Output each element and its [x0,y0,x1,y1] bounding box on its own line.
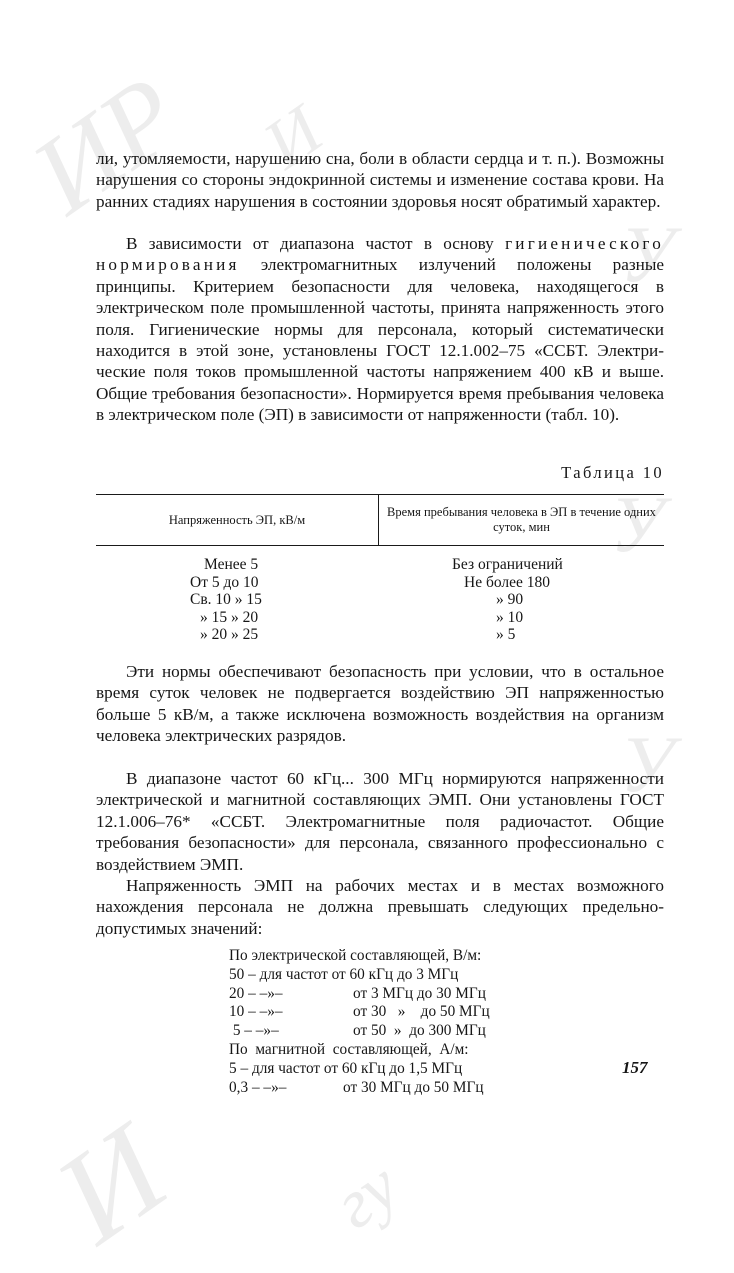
limit-text: 5 – –»– [229,1022,279,1040]
limit-line [229,985,539,1004]
limit-line [229,1079,539,1098]
table-cell [378,626,664,644]
limit-line [229,966,539,985]
table-10 [96,494,664,644]
watermark-letter: У [620,721,674,809]
cell-text: » 15 » 20 [200,608,259,626]
table-cell [378,591,664,609]
paragraph-text: Напряженность ЭМП на рабочих местах и в местах возможного нахождения персонала не должна превышать следующих предельно-допустимых значений: [96,876,664,938]
cell-text: » 90 [496,591,524,609]
paragraph-1 [96,148,664,212]
limit-text: 5 – для частот от 60 кГц до 1,5 МГц [229,1059,463,1077]
limit-text: 20 – –»– [229,984,283,1002]
watermark-letter: И [250,91,337,184]
paragraph-3 [96,661,664,747]
limit-line [229,1060,539,1079]
limit-text: 50 – для частот от 60 кГц до 3 МГц [229,965,459,983]
cell-text: » 5 [496,626,516,644]
cell-text: От 5 до 10 [190,573,259,591]
paragraph-text [96,233,664,426]
column-header-field-strength: Напряженность ЭП, кВ/м [96,495,379,545]
limit-line [229,1041,539,1060]
watermark-letter: И [31,1098,192,1271]
limit-text: 0,3 – –»– [229,1078,287,1096]
cell-text: Не более 180 [464,573,550,591]
table-cell [96,626,378,644]
paragraph-2 [96,233,664,426]
limit-line [229,1003,539,1022]
watermark-letter: У [610,481,664,569]
table-cell [378,609,664,627]
limit-line [229,947,539,966]
table-body [96,546,664,644]
cell-text: Св. 10 » 15 [190,591,262,609]
cell-text: » 20 » 25 [200,626,259,644]
watermark-letter: У [620,211,674,299]
table-cell [96,609,378,627]
limit-line [229,1022,539,1041]
cell-text: Без ограничений [452,556,563,573]
table-header [96,495,664,546]
paragraph-5 [96,875,664,939]
paragraph-4 [96,768,664,875]
cell-text: Менее 5 [204,556,259,573]
table-caption: Таблица 10 [561,463,664,482]
watermark-letter: гу [320,1147,413,1244]
emphasized-term: гигиенического нормирования [96,234,664,275]
column-header-exposure-time: Время пребывания человека в ЭП в течение одних суток, мин [387,505,656,534]
limit-values-list [229,947,539,1097]
cell-text: » 10 [496,608,524,626]
paragraph-text: Эти нормы обеспечивают безопасность при условии, что в остальное время суток человек не подвергается воздействию ЭП напряженностью больше 5 кВ/м, а также исключена возможность воздействия на организм человека электрических разрядов. [96,662,664,746]
limit-range: от 30 МГц до 50 МГц [343,1078,484,1096]
limit-text: По магнитной составляющей, А/м: [229,1040,469,1058]
table-cell [96,591,378,609]
exposure-time-column [378,556,664,644]
table-cell [378,556,664,574]
table-cell [96,574,378,592]
table-cell [96,556,378,574]
table-cell [378,574,664,592]
paragraph-text-lead: В зависимости от диапазона частот в основу [126,234,506,253]
paragraph-text: ли, утомляемости, нарушению сна, боли в области сердца и т. п.). Возможны нарушения со стороны эндокринной системы и изменение состава крови. На ранних стадиях нарушения в состоянии здоровья носят обратимый характер. [96,149,664,211]
paragraph-text: В диапазоне частот 60 кГц... 300 МГц нормируются напряженности электрической и магнитной составляющих ЭМП. Они установлены ГОСТ 12.1.006–76* «ССБТ. Электромагнитные поля радиочастот. Общие требования безопасности» для персонала, связанного профессионально с воздействием ЭМП. [96,769,664,874]
limit-range: от 50 » до 300 МГц [353,1022,486,1040]
field-strength-column [96,556,378,644]
limit-text: По электрической составляющей, В/м: [229,947,482,964]
page-number: 157 [622,1058,648,1077]
paragraph-text-rest: электромагнитных излучений положены разные принципы. Критерием безопасности для человека, находящегося в электрическом поле промышленной частоты, принята напряженность этого поля. Гигиенические нормы для персонала, который систематически находится в этой зоне, установлены ГОСТ 12.1.002–75 «ССБТ. Электрические поля токов промышленной частоты напряжением 400 кВ и выше. Общие требования безопасности». Нормируется время пребывания человека в электрическом поле (ЭП) в зависимости от напряженности (табл. 10). [96,255,664,425]
limit-text: 10 – –»– [229,1003,283,1021]
limit-range: от 30 » до 50 МГц [353,1003,490,1021]
watermark-letter: ИР [11,52,202,237]
limit-range: от 3 МГц до 30 МГц [353,984,486,1002]
